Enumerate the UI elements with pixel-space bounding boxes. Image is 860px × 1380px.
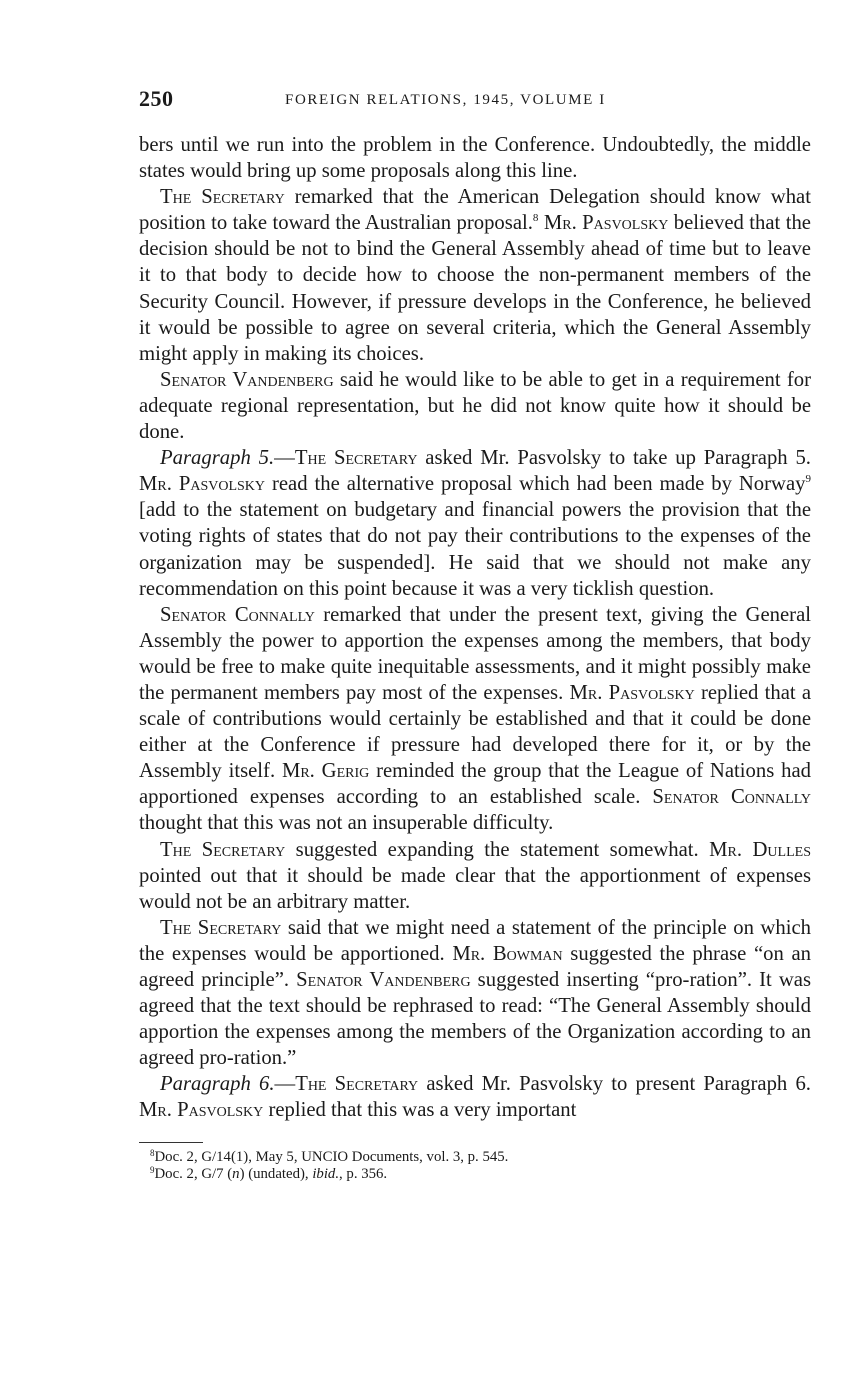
footnote bbox=[150, 1166, 811, 1184]
speaker-name: The Secretary bbox=[160, 186, 285, 209]
italic-text: Paragraph 6. bbox=[160, 1073, 275, 1096]
text-run: suggested the phrase “on an agreed principle”. bbox=[139, 942, 812, 991]
speaker-name: Mr. Pasvolsky bbox=[569, 681, 695, 704]
text-run: pointed out that it should be made clear that the apportionment of expenses would not be an arbitrary matter. bbox=[139, 864, 811, 913]
text-run: asked Mr. Pasvolsky to take up Paragraph 5. bbox=[417, 447, 811, 470]
text-run: remarked that the American Delegation should know what position to take toward the Australian proposal. bbox=[139, 186, 811, 235]
speaker-name: Mr. Pasvolsky bbox=[139, 1099, 264, 1122]
italic-text: Paragraph 5. bbox=[160, 447, 275, 470]
footnotes bbox=[150, 1149, 811, 1184]
speaker-name: Mr. Gerig bbox=[281, 760, 370, 783]
footnote-mark: 8 bbox=[150, 1147, 155, 1158]
text-run: suggested expanding the statement somewhat. bbox=[285, 838, 710, 861]
footnote-rule bbox=[139, 1142, 203, 1143]
paragraph bbox=[139, 1071, 811, 1123]
paragraph bbox=[139, 915, 811, 1072]
text-run: read the alternative proposal which had been made by Norway bbox=[265, 473, 806, 496]
speaker-name: The Secretary bbox=[160, 838, 286, 861]
italic-text: ibid. bbox=[312, 1166, 340, 1183]
speaker-name: The Secretary bbox=[160, 916, 282, 939]
text-run: [add to the statement on budgetary and financial powers the provision that the voting rights of states that do not pay their contributions to the expenses of the organization may be suspended]. He said that we should not make any recommendation on this point because it was a very ticklish question. bbox=[139, 499, 811, 600]
text-run: said that we might need a statement of the principle on which the expenses would be apportioned. bbox=[139, 916, 811, 965]
speaker-name: Senator Vandenberg bbox=[296, 969, 471, 991]
speaker-name: Senator Connally bbox=[652, 786, 811, 809]
speaker-name: Mr. Bowman bbox=[452, 942, 563, 965]
text-run: believed that the decision should be not to bind the General Assembly ahead of time but to leave it to that body to decide how to choose the non-permanent members of the Security Council. However, if pressure develops in the Conference, he believed it would be possible to agree on several criteria, which the General Assembly might apply in making its choices. bbox=[139, 212, 811, 365]
speaker-name: The Secretary bbox=[295, 1073, 419, 1096]
paragraph bbox=[139, 367, 811, 445]
text-run: Doc. 2, G/14(1), May 5, UNCIO Documents, vol. 3, p. 545. bbox=[154, 1148, 509, 1165]
running-header bbox=[139, 86, 811, 120]
text-run: thought that this was not an insuperable difficulty. bbox=[139, 812, 554, 835]
text-run: remarked that under the present text, giving the General Assembly the power to apportion the expenses among the members, that body would be free to make quite inequitable assessments, and it might possibly make the permanent members pay most of the expenses. bbox=[139, 603, 811, 704]
running-title: FOREIGN RELATIONS, 1945, VOLUME I bbox=[285, 92, 606, 108]
paragraph bbox=[139, 602, 811, 837]
speaker-name: Mr. Pasvolsky bbox=[543, 212, 669, 235]
text-run: bers until we run into the problem in the Conference. Undoubtedly, the middle states would bring up some proposals along this line. bbox=[139, 134, 811, 183]
speaker-name: Mr. Dulles bbox=[709, 838, 811, 861]
text-run: — bbox=[274, 447, 295, 470]
footnote bbox=[150, 1149, 811, 1167]
paragraph bbox=[139, 132, 811, 184]
speaker-name: Senator Vandenberg bbox=[160, 368, 334, 391]
text-run: — bbox=[274, 1073, 296, 1096]
text-run: replied that a scale of contributions would certainly be established and that it could be done either at the Conference if pressure had developed there for it, or by the Assembly itself. bbox=[139, 681, 812, 783]
body-text bbox=[139, 132, 811, 1124]
paragraph bbox=[139, 837, 811, 915]
text-run: , p. 356. bbox=[339, 1166, 388, 1183]
text-run: replied that this was a very important bbox=[263, 1099, 577, 1122]
paragraph bbox=[139, 184, 811, 367]
speaker-name: Senator Connally bbox=[160, 603, 315, 626]
italic-text: n bbox=[232, 1166, 240, 1183]
text-run: reminded the group that the League of Nations had apportioned expenses according to an established scale. bbox=[139, 760, 811, 809]
page-number: 250 bbox=[139, 86, 174, 111]
footnote-mark: 9 bbox=[150, 1165, 155, 1176]
document-page bbox=[139, 86, 811, 1184]
text-run: asked Mr. Pasvolsky to present Paragraph 6. bbox=[418, 1073, 811, 1096]
text-run: suggested inserting “pro-ration”. It was agreed that the text should be rephrased to read: “The General Assembly should apportion the expenses among the members of the Organization according to an agreed pro-ration.” bbox=[139, 969, 812, 1070]
footnote-reference: 8 bbox=[532, 212, 539, 225]
footnote-reference: 9 bbox=[805, 473, 811, 486]
speaker-name: The Secretary bbox=[294, 447, 418, 470]
text-run: ) (undated), bbox=[239, 1166, 313, 1183]
text-run: Doc. 2, G/7 ( bbox=[154, 1166, 233, 1183]
paragraph bbox=[139, 445, 811, 602]
text-run: said he would like to be able to get in a requirement for adequate regional representation, but he did not know quite how it should be done. bbox=[139, 368, 811, 444]
speaker-name: Mr. Pasvolsky bbox=[139, 473, 266, 496]
